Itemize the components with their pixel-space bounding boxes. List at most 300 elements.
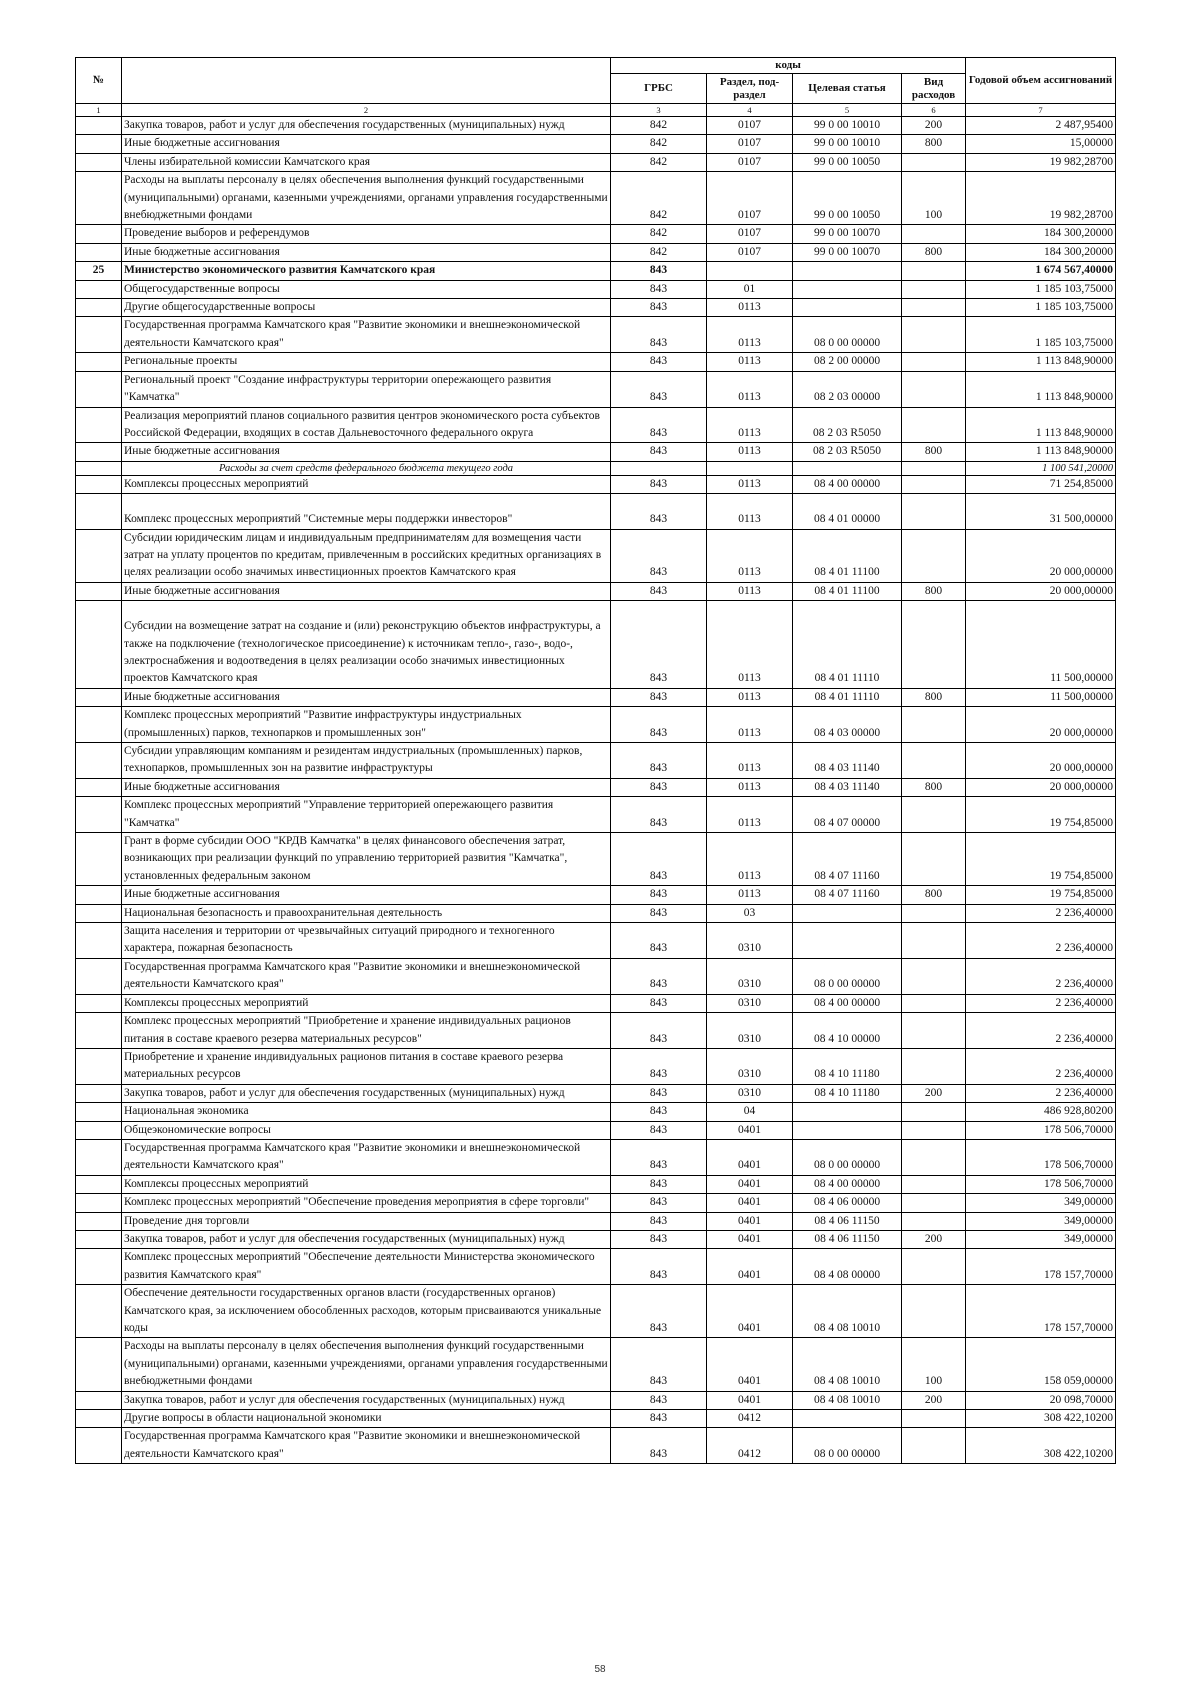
row-name: Приобретение и хранение индивидуальных рационов питания в составе краевого резерва материальных ресурсов [122,1048,611,1084]
budget-page [75,57,1115,1464]
row-amount: 1 100 541,20000 [966,461,1116,475]
row-amount: 184 300,20000 [966,243,1116,261]
row-section: 0401 [707,1212,793,1230]
row-amount: 1 113 848,90000 [966,443,1116,461]
row-grbs: 843 [611,1139,707,1175]
row-target-article: 08 4 01 00000 [793,494,902,529]
row-expense-type [902,1139,966,1175]
table-row [76,529,1116,582]
table-row [76,494,1116,529]
row-amount: 2 236,40000 [966,923,1116,959]
row-number [76,1391,122,1409]
row-expense-type: 100 [902,172,966,225]
row-section: 0310 [707,1084,793,1102]
table-row [76,797,1116,833]
row-grbs: 843 [611,688,707,706]
row-expense-type: 200 [902,1084,966,1102]
row-grbs: 843 [611,443,707,461]
row-target-article [793,1410,902,1428]
col-number: 6 [902,104,966,117]
row-number [76,1338,122,1391]
row-target-article: 08 0 00 00000 [793,317,902,353]
row-amount: 178 157,70000 [966,1249,1116,1285]
row-section: 0412 [707,1410,793,1428]
row-name: Проведение выборов и референдумов [122,225,611,243]
row-target-article: 99 0 00 10010 [793,117,902,135]
row-section: 0113 [707,317,793,353]
row-number [76,461,122,475]
row-expense-type [902,371,966,407]
row-number [76,494,122,529]
row-grbs: 843 [611,923,707,959]
row-expense-type [902,743,966,779]
table-row [76,371,1116,407]
row-grbs: 843 [611,582,707,600]
row-amount: 178 157,70000 [966,1285,1116,1338]
row-grbs: 843 [611,1121,707,1139]
table-row [76,1121,1116,1139]
row-amount: 19 754,85000 [966,797,1116,833]
row-section: 04 [707,1103,793,1121]
row-amount: 71 254,85000 [966,475,1116,493]
row-section: 0401 [707,1139,793,1175]
row-target-article: 08 4 06 11150 [793,1212,902,1230]
row-expense-type [902,904,966,922]
row-expense-type [902,1048,966,1084]
row-grbs: 842 [611,172,707,225]
row-section: 0412 [707,1428,793,1464]
row-amount: 2 236,40000 [966,1013,1116,1049]
row-expense-type [902,797,966,833]
row-name: Общеэкономические вопросы [122,1121,611,1139]
row-name: Региональный проект "Создание инфраструктуры территории опережающего развития "Камчатка" [122,371,611,407]
header-amount: Годовой объем ассигнований [966,58,1116,104]
row-section: 0107 [707,153,793,171]
row-target-article [793,461,902,475]
row-section: 0113 [707,407,793,443]
row-section: 0113 [707,833,793,886]
row-amount: 11 500,00000 [966,601,1116,689]
row-name: Закупка товаров, работ и услуг для обеспечения государственных (муниципальных) нужд [122,1391,611,1409]
row-name: Иные бюджетные ассигнования [122,135,611,153]
row-grbs: 843 [611,1194,707,1212]
row-expense-type [902,1428,966,1464]
row-name: Иные бюджетные ассигнования [122,688,611,706]
col-number: 1 [76,104,122,117]
row-section: 0401 [707,1175,793,1193]
row-target-article: 08 4 03 00000 [793,707,902,743]
row-grbs: 843 [611,1338,707,1391]
row-grbs: 843 [611,494,707,529]
header-target: Целевая статья [793,74,902,104]
row-expense-type [902,280,966,298]
table-row [76,582,1116,600]
row-amount: 15,00000 [966,135,1116,153]
table-row [76,743,1116,779]
row-expense-type [902,1410,966,1428]
row-name: Комплекс процессных мероприятий "Системные меры поддержки инвесторов" [122,494,611,529]
row-section: 0113 [707,601,793,689]
table-row [76,299,1116,317]
col-number: 2 [122,104,611,117]
row-name: Иные бюджетные ассигнования [122,886,611,904]
row-grbs: 843 [611,1230,707,1248]
row-target-article: 08 4 00 00000 [793,994,902,1012]
table-row [76,443,1116,461]
row-section: 0107 [707,135,793,153]
row-grbs: 843 [611,886,707,904]
row-target-article: 08 4 07 00000 [793,797,902,833]
row-target-article: 08 4 08 10010 [793,1391,902,1409]
row-section: 0113 [707,529,793,582]
row-section: 01 [707,280,793,298]
table-row [76,1230,1116,1248]
row-name: Обеспечение деятельности государственных органов власти (государственных органов) Камчатского края, за исключением обособленных расходов, которым присваиваются уникальные коды [122,1285,611,1338]
table-row [76,904,1116,922]
row-amount: 2 236,40000 [966,904,1116,922]
row-grbs: 843 [611,407,707,443]
row-number [76,172,122,225]
row-grbs: 843 [611,1428,707,1464]
row-number [76,1230,122,1248]
header-num: № [76,58,122,104]
row-name: Комплекс процессных мероприятий "Развитие инфраструктуры индустриальных (промышленных) парков, технопарков и промышленных зон" [122,707,611,743]
column-numbers-row [76,104,1116,117]
row-section [707,461,793,475]
row-section: 0401 [707,1285,793,1338]
row-amount: 178 506,70000 [966,1175,1116,1193]
col-number: 5 [793,104,902,117]
row-grbs: 843 [611,529,707,582]
row-name: Национальная экономика [122,1103,611,1121]
row-number [76,1249,122,1285]
row-target-article: 99 0 00 10050 [793,153,902,171]
row-grbs: 843 [611,707,707,743]
row-target-article: 99 0 00 10070 [793,243,902,261]
row-name: Комплекс процессных мероприятий "Управление территорией опережающего развития "Камчатка" [122,797,611,833]
row-grbs: 843 [611,317,707,353]
table-row [76,225,1116,243]
row-expense-type [902,1194,966,1212]
row-amount: 19 754,85000 [966,833,1116,886]
table-row [76,886,1116,904]
row-number [76,958,122,994]
row-name: Грант в форме субсидии ООО "КРДВ Камчатка" в целях финансового обеспечения затрат, возникающих при реализации функций по управлению территорией развития "Камчатка", установленных федеральным законом [122,833,611,886]
row-target-article [793,923,902,959]
row-name: Комплекс процессных мероприятий "Обеспечение деятельности Министерства экономического развития Камчатского края" [122,1249,611,1285]
header-codes: коды [611,58,966,74]
row-amount: 349,00000 [966,1194,1116,1212]
row-target-article: 08 4 10 00000 [793,1013,902,1049]
table-row [76,1194,1116,1212]
row-name: Государственная программа Камчатского края "Развитие экономики и внешнеэкономической деятельности Камчатского края" [122,958,611,994]
row-expense-type [902,1103,966,1121]
row-grbs: 843 [611,1212,707,1230]
row-number [76,601,122,689]
row-amount: 1 113 848,90000 [966,353,1116,371]
row-number [76,1285,122,1338]
row-section: 0107 [707,225,793,243]
row-name: Иные бюджетные ассигнования [122,243,611,261]
row-amount: 184 300,20000 [966,225,1116,243]
row-expense-type [902,1013,966,1049]
table-row [76,280,1116,298]
row-section: 0310 [707,1013,793,1049]
row-number [76,407,122,443]
table-row [76,1048,1116,1084]
table-row [76,1391,1116,1409]
row-number [76,1013,122,1049]
row-expense-type [902,1212,966,1230]
row-amount: 2 487,95400 [966,117,1116,135]
row-amount: 1 674 567,40000 [966,262,1116,280]
row-section: 0107 [707,117,793,135]
row-number [76,1194,122,1212]
row-section: 0401 [707,1338,793,1391]
row-number [76,153,122,171]
row-amount: 1 113 848,90000 [966,407,1116,443]
header-expense-type: Вид расходов [902,74,966,104]
row-grbs: 843 [611,1013,707,1049]
row-expense-type [902,1175,966,1193]
row-target-article: 08 2 03 R5050 [793,407,902,443]
table-row [76,461,1116,475]
row-name: Проведение дня торговли [122,1212,611,1230]
row-section: 0113 [707,353,793,371]
table-header [76,58,1116,117]
row-section [707,262,793,280]
row-section: 0113 [707,299,793,317]
row-name: Расходы на выплаты персоналу в целях обеспечения выполнения функций государственными (муниципальными) органами, казенными учреждениями, органами управления государственными внебюджетными фондами [122,1338,611,1391]
row-expense-type [902,958,966,994]
row-expense-type [902,353,966,371]
row-amount: 349,00000 [966,1212,1116,1230]
row-section: 0401 [707,1121,793,1139]
row-amount: 1 185 103,75000 [966,299,1116,317]
row-section: 0113 [707,797,793,833]
row-grbs: 843 [611,1175,707,1193]
table-row [76,1013,1116,1049]
row-number [76,833,122,886]
row-expense-type: 200 [902,117,966,135]
row-section: 0401 [707,1230,793,1248]
row-name: Общегосударственные вопросы [122,280,611,298]
header-name [122,58,611,104]
row-target-article [793,1121,902,1139]
row-name: Субсидии на возмещение затрат на создание и (или) реконструкцию объектов инфраструктуры, а также на подключение (технологическое присоединение) к источникам тепло-, газо-, водо-, электроснабжения и водоотведения в целях реализации особо значимых инвестиционных проектов Камчатского края [122,601,611,689]
row-target-article: 99 0 00 10010 [793,135,902,153]
row-grbs: 843 [611,833,707,886]
row-grbs: 843 [611,958,707,994]
row-target-article: 08 4 10 11180 [793,1084,902,1102]
row-section: 0401 [707,1391,793,1409]
row-target-article: 08 4 06 11150 [793,1230,902,1248]
col-number: 7 [966,104,1116,117]
row-target-article: 08 0 00 00000 [793,958,902,994]
row-number [76,280,122,298]
row-grbs: 843 [611,601,707,689]
row-expense-type [902,601,966,689]
header-section: Раздел, под-раздел [707,74,793,104]
row-amount: 178 506,70000 [966,1139,1116,1175]
table-row [76,994,1116,1012]
row-name: Комплекс процессных мероприятий "Обеспечение проведения мероприятия в сфере торговли" [122,1194,611,1212]
row-number [76,1410,122,1428]
row-number [76,797,122,833]
row-grbs: 843 [611,1048,707,1084]
row-target-article: 08 2 00 00000 [793,353,902,371]
row-name: Реализация мероприятий планов социального развития центров экономического роста субъектов Российской Федерации, входящих в состав Дальневосточного федерального округа [122,407,611,443]
row-expense-type [902,833,966,886]
row-grbs: 843 [611,371,707,407]
table-row [76,833,1116,886]
row-target-article: 08 4 01 11110 [793,601,902,689]
row-expense-type [902,994,966,1012]
row-amount: 1 185 103,75000 [966,280,1116,298]
row-grbs: 843 [611,797,707,833]
table-row [76,1285,1116,1338]
row-name: Национальная безопасность и правоохранительная деятельность [122,904,611,922]
col-number: 3 [611,104,707,117]
row-number [76,443,122,461]
row-section: 0113 [707,475,793,493]
row-section: 0310 [707,994,793,1012]
row-section: 0310 [707,958,793,994]
row-amount: 2 236,40000 [966,994,1116,1012]
row-amount: 20 000,00000 [966,582,1116,600]
row-number [76,707,122,743]
row-number [76,1121,122,1139]
row-name: Министерство экономического развития Камчатского края [122,262,611,280]
row-number [76,299,122,317]
row-section: 0107 [707,172,793,225]
row-number [76,1139,122,1175]
row-name: Закупка товаров, работ и услуг для обеспечения государственных (муниципальных) нужд [122,117,611,135]
row-grbs: 843 [611,778,707,796]
table-row [76,1103,1116,1121]
row-target-article: 08 4 06 00000 [793,1194,902,1212]
row-target-article: 08 0 00 00000 [793,1428,902,1464]
table-row [76,1212,1116,1230]
row-target-article: 08 4 07 11160 [793,886,902,904]
row-amount: 1 185 103,75000 [966,317,1116,353]
row-section: 0107 [707,243,793,261]
row-name: Расходы за счет средств федерального бюджета текущего года [122,461,611,475]
row-expense-type [902,1285,966,1338]
row-name: Субсидии управляющим компаниям и резидентам индустриальных (промышленных) парков, технопарков, промышленных зон на развитие инфраструктуры [122,743,611,779]
row-name: Государственная программа Камчатского края "Развитие экономики и внешнеэкономической деятельности Камчатского края" [122,1428,611,1464]
budget-table [75,57,1116,1464]
row-grbs: 842 [611,225,707,243]
row-expense-type: 800 [902,582,966,600]
row-number [76,778,122,796]
row-number [76,371,122,407]
row-number [76,1175,122,1193]
row-number [76,688,122,706]
row-name: Другие общегосударственные вопросы [122,299,611,317]
table-row [76,1175,1116,1193]
row-number [76,475,122,493]
row-grbs: 842 [611,117,707,135]
row-section: 0113 [707,494,793,529]
table-row [76,262,1116,280]
row-target-article: 08 4 08 10010 [793,1338,902,1391]
row-number [76,353,122,371]
row-target-article: 08 4 08 00000 [793,1249,902,1285]
row-grbs: 842 [611,135,707,153]
row-name: Закупка товаров, работ и услуг для обеспечения государственных (муниципальных) нужд [122,1084,611,1102]
row-target-article: 99 0 00 10070 [793,225,902,243]
row-section: 0401 [707,1194,793,1212]
row-number [76,886,122,904]
row-name: Комплекс процессных мероприятий "Приобретение и хранение индивидуальных рационов питания в составе краевого резерва материальных ресурсов" [122,1013,611,1049]
table-row [76,172,1116,225]
table-row [76,407,1116,443]
page-number: 58 [594,1664,606,1675]
row-number [76,1212,122,1230]
row-section: 0113 [707,443,793,461]
table-row [76,1428,1116,1464]
table-row [76,688,1116,706]
row-name: Члены избирательной комиссии Камчатского края [122,153,611,171]
row-amount: 2 236,40000 [966,958,1116,994]
row-target-article: 08 4 07 11160 [793,833,902,886]
row-target-article: 08 4 01 11100 [793,529,902,582]
row-expense-type [902,407,966,443]
row-amount: 19 982,28700 [966,153,1116,171]
row-expense-type [902,225,966,243]
row-section: 0113 [707,778,793,796]
table-row [76,353,1116,371]
row-section: 0401 [707,1249,793,1285]
table-row [76,707,1116,743]
table-row [76,1084,1116,1102]
row-section: 03 [707,904,793,922]
table-row [76,1410,1116,1428]
row-number [76,135,122,153]
row-target-article [793,299,902,317]
row-grbs: 843 [611,1391,707,1409]
row-expense-type: 100 [902,1338,966,1391]
row-number [76,923,122,959]
table-row [76,1249,1116,1285]
row-section: 0113 [707,743,793,779]
row-amount: 158 059,00000 [966,1338,1116,1391]
row-grbs: 843 [611,1410,707,1428]
row-amount: 20 000,00000 [966,529,1116,582]
row-number: 25 [76,262,122,280]
row-expense-type: 800 [902,243,966,261]
row-target-article: 99 0 00 10050 [793,172,902,225]
row-number [76,529,122,582]
table-row [76,243,1116,261]
row-amount: 2 236,40000 [966,1084,1116,1102]
row-number [76,1428,122,1464]
row-amount: 2 236,40000 [966,1048,1116,1084]
row-section: 0113 [707,886,793,904]
row-name: Другие вопросы в области национальной экономики [122,1410,611,1428]
row-number [76,1103,122,1121]
row-section: 0113 [707,707,793,743]
row-grbs: 843 [611,475,707,493]
row-expense-type [902,317,966,353]
row-expense-type [902,494,966,529]
table-body [76,117,1116,1464]
row-number [76,1084,122,1102]
table-row [76,475,1116,493]
row-name: Государственная программа Камчатского края "Развитие экономики и внешнеэкономической деятельности Камчатского края" [122,317,611,353]
row-number [76,225,122,243]
